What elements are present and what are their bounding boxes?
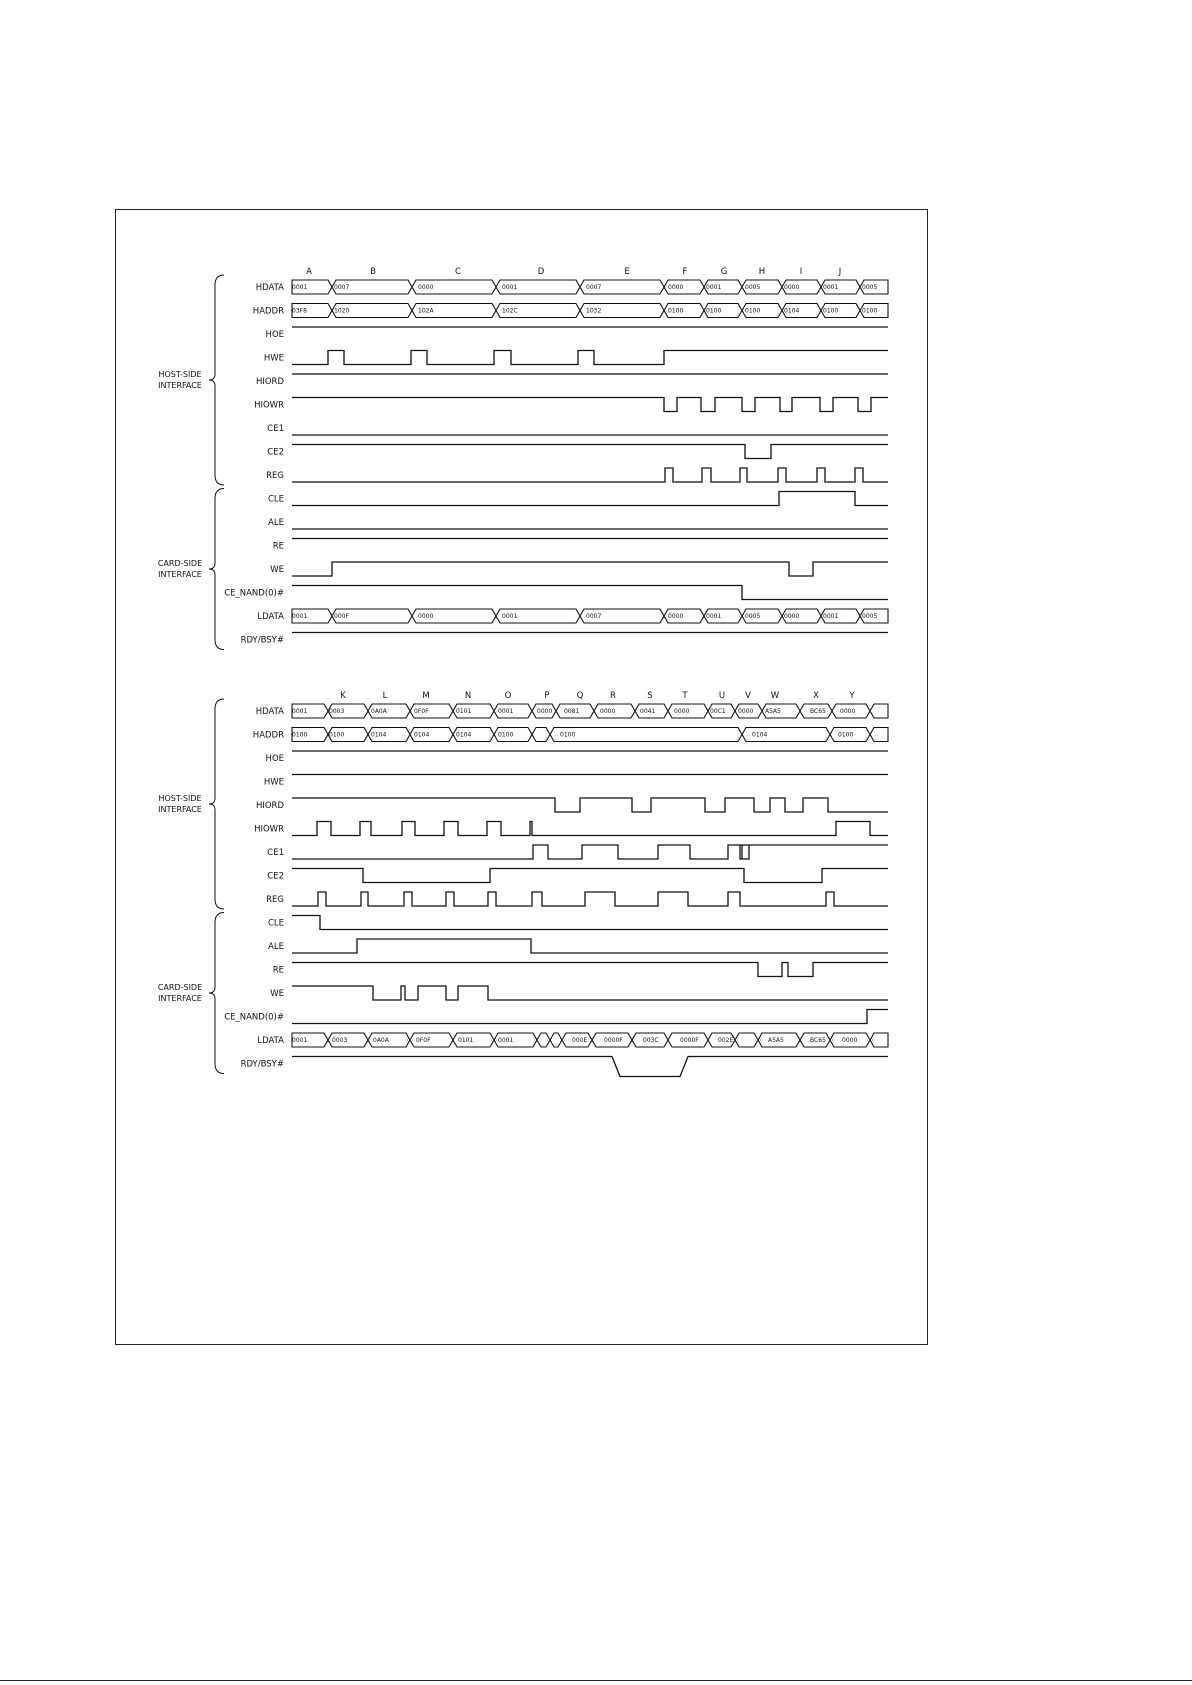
bus-value: 0041 [640,708,656,716]
bus-value: 0001 [292,708,308,716]
signal-label: RE [272,541,284,552]
signal-label: HADDR [252,730,284,741]
waveform [292,351,888,365]
group-label: INTERFACE [158,805,202,814]
waveform [292,1010,888,1024]
waveform [292,845,888,859]
signal-label: CLE [267,918,284,929]
segment-label: M [422,691,430,701]
bus-value: 0101 [458,1037,474,1045]
bus-value: 0000 [784,284,800,292]
segment-label: Q [576,691,584,701]
waveform [292,445,888,459]
waveform [292,939,888,953]
bus-value: 002E [718,1037,734,1045]
bus-value: 0001 [502,284,518,292]
segment-label: E [624,267,630,277]
group-brace [209,275,224,485]
segment-label: T [682,691,688,701]
bus-value: 00C1 [710,708,726,716]
group-label: INTERFACE [158,994,202,1003]
waveform [292,822,888,836]
signal-label: CE2 [267,871,284,882]
signal-label: HOE [265,330,284,340]
bus-value: 0081 [564,708,580,716]
bus-value: 0000 [600,708,616,716]
signal-label: CLE [267,494,284,505]
footer-rule [0,1680,1192,1681]
waveform [292,586,888,600]
bus-value: 0000 [418,284,434,292]
group-brace [209,699,224,909]
signal-label: HWE [263,777,284,788]
bus-value: 0001 [292,284,308,292]
segment-label: R [610,691,616,701]
bus-value: 0000 [418,613,434,621]
segment-label: U [718,691,726,701]
bus-value: 0100 [498,731,514,739]
waveform [292,1057,888,1077]
waveform [292,492,888,506]
signal-label: ALE [268,518,284,528]
bus-value: 0100 [838,731,854,739]
bus-value: 0100 [745,307,761,315]
bus-value: 1020 [334,307,350,315]
waveform [292,892,888,906]
signal-label: LDATA [257,612,284,622]
bus-value: 003C [643,1037,659,1045]
bus-value: 0001 [823,613,839,621]
group-brace [209,913,224,1074]
bus-value: 0001 [706,284,722,292]
segment-label: C [455,267,461,277]
group-label: CARD-SIDE [157,983,203,992]
bus-value: 0007 [586,613,602,621]
signal-label: CE_NAND(0)# [224,1012,284,1023]
bus-value: 0F0F [414,708,429,716]
bus-value: 0001 [292,613,308,621]
segment-label: V [745,691,751,701]
segment-label: K [340,691,346,701]
waveform [292,963,888,977]
waveform [292,916,888,930]
bus-value: 0100 [292,731,308,739]
waveform [292,869,888,883]
bus-value: 0104 [752,731,768,739]
bus-value: 0000 [674,708,690,716]
waveform [292,398,888,412]
bus-value: 0001 [498,1037,514,1045]
signal-label: HWE [263,353,284,364]
bus-value: 0005 [862,613,878,621]
bus-value: 0005 [745,284,761,292]
group-label: HOST-SIDE [158,794,202,803]
signal-label: HIOWR [254,400,284,411]
timing-panel [158,691,888,1077]
bus-value: 0000 [668,284,684,292]
segment-label: P [544,691,550,701]
segment-label: I [799,267,803,277]
bus-value: 0003 [329,708,345,716]
bus-value: A5A5 [768,1037,784,1045]
bus-value: 0101 [456,708,472,716]
signal-label: CE1 [267,424,284,434]
signal-label: CE2 [267,447,284,458]
bus-value: 0104 [784,307,800,315]
bus-value: 0005 [862,284,878,292]
segment-label: B [370,267,376,277]
bus-value: 0000F [604,1037,623,1045]
signal-label: HIORD [255,801,284,811]
waveform [292,986,888,1000]
bus-value: 0100 [823,307,839,315]
bus-value: BC65 [810,708,826,716]
group-label: INTERFACE [158,570,202,579]
bus-value: 0001 [498,708,514,716]
bus-value: 000F [334,613,349,621]
segment-label: H [758,267,766,277]
segment-label: W [770,691,780,701]
bus-value: 0100 [862,307,878,315]
signal-label: RDY/BSY# [240,635,284,646]
bus-value: 0005 [745,613,761,621]
signal-label: REG [266,895,284,905]
bus-value: 0A0A [373,1037,389,1045]
signal-label: CE_NAND(0)# [224,588,284,599]
bus-value: 03F8 [292,307,307,315]
bus-value: BC65 [810,1037,826,1045]
bus-value: 0100 [560,731,576,739]
group-label: CARD-SIDE [157,559,203,568]
signal-label: HADDR [252,306,284,317]
bus-value: 0F0F [416,1037,431,1045]
bus-value: 0000 [738,708,754,716]
bus-value: 0104 [414,731,430,739]
bus-value: 0000F [680,1037,699,1045]
signal-label: REG [266,471,284,481]
signal-label: HDATA [255,707,284,717]
bus-value: 0003 [332,1037,348,1045]
bus-value: 0000 [668,613,684,621]
bus-value: 0100 [329,731,345,739]
bus-value: A5A5 [765,708,781,716]
group-brace [209,489,224,650]
segment-label: D [537,267,545,277]
bus-value: 0100 [668,307,684,315]
signal-label: ALE [268,942,284,952]
segment-label: X [813,691,819,701]
timing-panel [158,267,888,650]
waveform [292,562,888,576]
segment-label: G [720,267,728,277]
bus-value: 0000 [537,708,553,716]
waveform [292,798,888,812]
segment-label: N [464,691,472,701]
bus-value: 0000 [840,708,856,716]
bus-value: 0001 [292,1037,308,1045]
group-label: HOST-SIDE [158,370,202,379]
segment-label: J [838,267,842,277]
signal-label: RDY/BSY# [240,1059,284,1070]
segment-label: O [504,691,512,701]
bus-value: 0104 [371,731,387,739]
signal-label: HIOWR [254,824,284,835]
segment-label: S [647,691,653,701]
signal-label: HIORD [255,377,284,387]
bus-value: 0001 [706,613,722,621]
bus-value: 0104 [456,731,472,739]
signal-label: WE [270,989,284,999]
signal-label: HDATA [255,283,284,293]
signal-label: CE1 [267,848,284,858]
bus-value: 0001 [502,613,518,621]
signal-label: RE [272,965,284,976]
signal-label: HOE [265,754,284,764]
segment-label: A [306,267,312,277]
signal-label: LDATA [257,1036,284,1046]
bus-value: 0A0A [371,708,387,716]
bus-value: 0000 [784,613,800,621]
bus-value: 0001 [823,284,839,292]
bus-value: 102A [418,307,434,315]
bus-value: 0100 [706,307,722,315]
bus-value: 0007 [586,284,602,292]
signal-label: WE [270,565,284,575]
waveform [292,468,888,482]
bus-value: 0007 [334,284,350,292]
bus-value: 102C [502,307,518,315]
bus-value: 0000 [842,1037,858,1045]
bus-value: 1032 [586,307,602,315]
segment-label: Y [849,691,855,701]
segment-label: L [382,691,388,701]
bus-value: 000E [572,1037,588,1045]
segment-label: F [682,267,688,277]
group-label: INTERFACE [158,381,202,390]
